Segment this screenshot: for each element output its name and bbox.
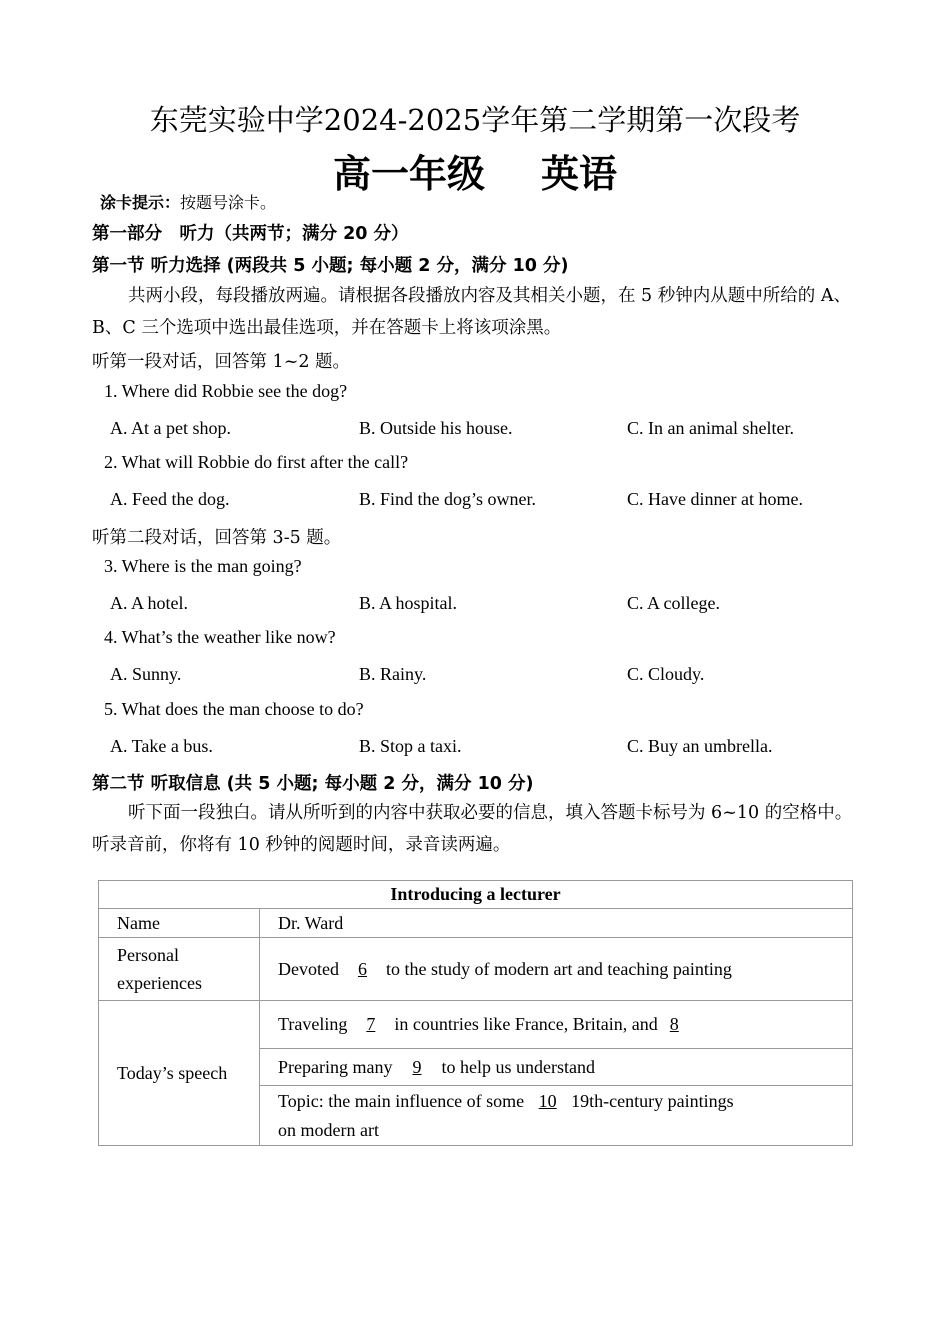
q4-option-b: B. Rainy. — [359, 664, 427, 684]
blank-9: 9 — [412, 1056, 422, 1077]
tip-text: 按题号涂卡。 — [180, 193, 277, 212]
speech-row1 — [260, 1001, 853, 1049]
experiences-label — [99, 938, 260, 1001]
dialog1-hint: 听第一段对话，回答第 1~2 题。 — [92, 352, 351, 372]
q2-option-c: C. Have dinner at home. — [627, 489, 803, 509]
row1-mid: in countries like France, Britain, and — [389, 1014, 663, 1034]
q2-option-a: A. Feed the dog. — [110, 489, 230, 509]
q2-option-b: B. Find the dog’s owner. — [359, 489, 537, 509]
section2-heading: 第二节 听取信息 (共 5 小题; 每小题 2 分，满分 10 分) — [92, 774, 534, 794]
q1-option-c: C. In an animal shelter. — [627, 418, 794, 438]
q5-option-b: B. Stop a taxi. — [359, 736, 462, 756]
table-title-row — [99, 881, 853, 909]
section1-heading: 第一节 听力选择 (两段共 5 小题; 每小题 2 分，满分 10 分) — [92, 256, 569, 276]
part1-heading: 第一部分 听力（共两节；满分 20 分） — [92, 224, 409, 244]
name-label: Name — [99, 909, 260, 938]
question-5: 5. What does the man choose to do? — [104, 699, 364, 719]
table-row-experiences — [99, 938, 853, 1001]
q3-option-c: C. A college. — [627, 593, 720, 613]
q4-option-a: A. Sunny. — [110, 664, 182, 684]
table-title: Introducing a lecturer — [99, 881, 853, 909]
blank-7: 7 — [366, 1014, 376, 1034]
table-row-name — [99, 909, 853, 938]
question-1: 1. Where did Robbie see the dog? — [104, 381, 348, 401]
name-value: Dr. Ward — [260, 909, 853, 938]
blank-10: 10 — [538, 1090, 557, 1111]
row3-line2: on modern art — [278, 1119, 379, 1140]
exam-title: 东莞实验中学2024-2025学年第二学期第一次段考 — [149, 103, 801, 137]
row3-pre: Topic: the main influence of some — [278, 1090, 529, 1111]
q5-option-a: A. Take a bus. — [110, 736, 213, 756]
row2-pre: Preparing many — [278, 1056, 397, 1077]
q3-option-a: A. A hotel. — [110, 593, 189, 613]
dialog2-hint: 听第二段对话，回答第 3-5 题。 — [92, 528, 342, 548]
row3-post: 19th-century paintings — [566, 1090, 734, 1111]
card-tip — [100, 190, 276, 213]
speech-row2 — [260, 1049, 853, 1086]
row1-pre: Traveling — [278, 1014, 352, 1034]
experiences-label-line2: experiences — [117, 973, 202, 993]
blank-6: 6 — [357, 958, 367, 979]
question-3: 3. Where is the man going? — [104, 556, 302, 576]
exp-post: to the study of modern art and teaching painting — [381, 958, 732, 979]
blank-8: 8 — [669, 1014, 679, 1034]
tip-label: 涂卡提示： — [100, 193, 181, 212]
q1-option-a: A. At a pet shop. — [110, 418, 231, 438]
q1-option-b: B. Outside his house. — [359, 418, 513, 438]
speech-label: Today’s speech — [99, 1001, 260, 1146]
section1-instructions — [92, 280, 862, 344]
q5-option-c: C. Buy an umbrella. — [627, 736, 773, 756]
subject-label: 英语 — [541, 152, 618, 196]
q3-option-b: B. A hospital. — [359, 593, 458, 613]
q4-option-c: C. Cloudy. — [627, 664, 705, 684]
row2-post: to help us understand — [436, 1056, 595, 1077]
experiences-value — [260, 938, 853, 1001]
question-2: 2. What will Robbie do first after the call? — [104, 452, 409, 472]
table-row-speech-1 — [99, 1001, 853, 1049]
section1-instructions-text: 共两小段，每段播放两遍。请根据各段播放内容及其相关小题，在 5 秒钟内从题中所给的 A、B、C 三个选项中选出最佳选项，并在答题卡上将该项涂黑。 — [92, 286, 851, 338]
question-4: 4. What’s the weather like now? — [104, 627, 336, 647]
grade-label: 高一年级 — [332, 152, 485, 196]
experiences-label-line1: Personal — [117, 945, 179, 965]
section2-instructions-text: 听下面一段独白。请从所听到的内容中获取必要的信息，填入答题卡标号为 6~10 的空格中。听录音前，你将有 10 秒钟的阅题时间，录音读两遍。 — [92, 803, 853, 855]
speech-row3 — [260, 1086, 853, 1146]
exp-pre: Devoted — [278, 958, 344, 979]
section2-instructions — [92, 797, 862, 861]
lecturer-table — [98, 880, 853, 1146]
